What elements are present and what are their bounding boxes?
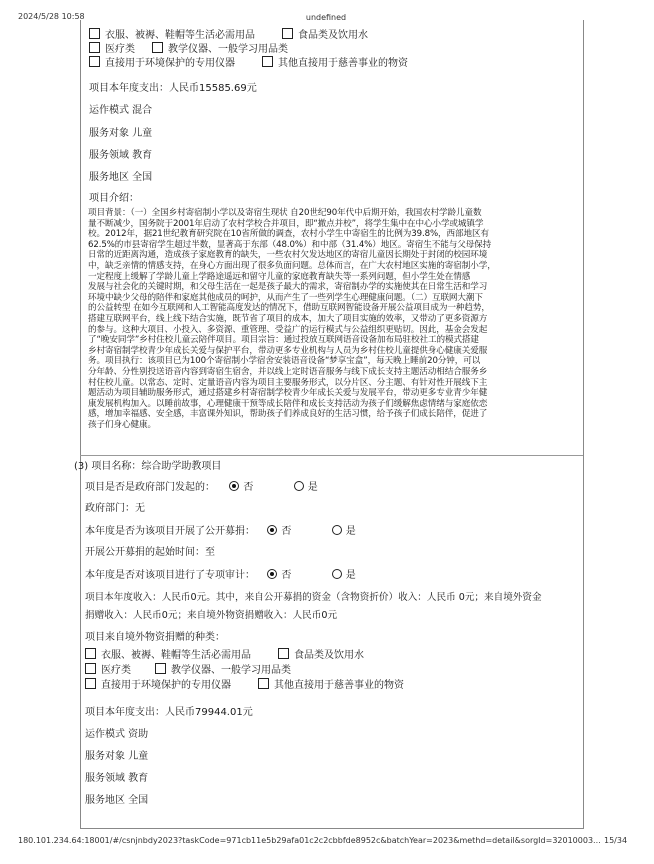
p3-gov-yes-option[interactable]: 是 — [294, 482, 318, 493]
p2-intro-label: 项目介绍： — [89, 193, 139, 204]
p3-gov-initiated: 项目是否是政府部门发起的： 否 是 — [85, 482, 318, 493]
p3-category-clothing[interactable]: 衣服、被褥、鞋帽等生活必需用品 — [85, 648, 251, 662]
p2-service-area: 服务地区 全国 — [89, 172, 153, 183]
p2-category-food[interactable]: 食品类及饮用水 — [282, 28, 368, 42]
p2-category-environment[interactable]: 直接用于环境保护的专用仪器 — [89, 56, 235, 70]
p3-service-field: 服务领域 教育 — [85, 773, 149, 784]
p3-special-audit: 本年度是否对该项目进行了专项审计： 否 是 — [85, 570, 356, 581]
p3-gov-department: 政府部门：无 — [85, 503, 145, 514]
p2-intro-text: 项目背景：（一）全国乡村寄宿制小学以及寄宿生现状 自20世纪90年代中后期开始，我国农村学龄儿童数 量不断减少，国务院于2001年启动了农村学校合并项目，即“撤点并校”，将学生集中在中心小学或城镇学 校。2012年，据21世纪教育研究院在10省所做的调查，农村小学生中寄宿生的比例为39.8%，西部地区有 62.5%的市县寄宿学生超过半数，显著高于东部（48.0%）和中部（31.4%）地区。寄宿生不能与父母保持 日常的近距离沟通，造成孩子家庭教育的缺失，一些农村欠发达地区的寄宿儿童因长期处于封闭的校园环境 中，缺乏亲情的情感支持，在身心方面出现了很多负面问题。总体而言，在广大农村地区实施的寄宿制小学， 一定程度上缓解了学龄儿童上学路途遥远和留守儿童的家庭教育缺失等一系列问题，但小学生处在情感 发展与社会化的关键时期，和父母生活在一起是孩子最大的需求，寄宿制办学的实施使其在日常生活和学习 环境中缺少父母的陪伴和家庭其他成员的呵护，从而产生了一些列学生心理健康问题。（二）互联网大潮下 的公益转型 在如今互联网和人工智能高度发达的情况下，借助互联网智能设备开展公益项目成为一种趋势， 搭建互联网平台，线上线下结合实施，既节省了项目的成本，加大了项目实施的效率，又带动了更多资源方 的参与。这种大项目、小投入、多资源、重管理、受益广的运行模式与公益组织更贴切。因此，基金会发起 了“晚安同学”乡村住校儿童云陪伴项目。项目宗旨：通过投放互联网语音设备加布局驻校社工的模式搭建 乡村寄宿制学校青少年成长关爱与保护平台，带动更多专业机构与人员为乡村住校儿童提供身心健康关爱服 务。项目执行：该项目已为100个寄宿制小学宿舍安装语音设备“梦享宝盒”，每天晚上睡前20分钟，可以 分年龄、分性别投送语音内容到寄宿生宿舍，并以线上定时语音服务与线下成长支持主题活动相结合服务乡 村住校儿童。以常态、定时、定量语音内容为项目主要服务形式，以分片区、分主题、有针对性开展线下主 题活动为项目辅助服务形式，通过搭建乡村寄宿制学校青少年成长关爱与发展平台，带动更多专业青少年健 康发展机构加入。以睡前故事，心理健康干预等成长陪伴和成长支持活动为孩子们缓解焦虑情绪与家庭依恋 感，增加幸福感、安全感，丰富课外知识，帮助孩子们养成良好的生活习惯，给予孩子们成长陪伴，促进了 孩子们身心健康。 — [88, 208, 496, 430]
p2-service-target: 服务对象 儿童 — [89, 128, 153, 139]
checkbox-icon[interactable] — [85, 663, 96, 674]
p2-service-field: 服务领域 教育 — [89, 150, 153, 161]
p2-category-teaching[interactable]: 教学仪器、一般学习用品类 — [152, 42, 288, 56]
p3-category-environment[interactable]: 直接用于环境保护的专用仪器 — [85, 678, 231, 692]
radio-selected-icon[interactable] — [267, 569, 277, 579]
p3-service-area: 服务地区 全国 — [85, 795, 149, 806]
radio-selected-icon[interactable] — [267, 525, 277, 535]
checkbox-icon[interactable] — [85, 678, 96, 689]
p3-donation-types-label: 项目来自境外物资捐赠的种类： — [85, 632, 225, 643]
checkbox-icon[interactable] — [89, 42, 100, 53]
p2-category-medical[interactable]: 医疗类 — [89, 42, 135, 56]
checkbox-icon[interactable] — [89, 28, 100, 39]
checkbox-icon[interactable] — [152, 42, 163, 53]
p3-gov-no-option[interactable]: 否 — [229, 482, 253, 493]
p3-audit-yes-option[interactable]: 是 — [332, 570, 356, 581]
p3-fundraising-yes-option[interactable]: 是 — [332, 526, 356, 537]
p3-income-line2: 捐赠收入：人民币0元；来自境外物资捐赠收入：人民币0元 — [85, 610, 338, 621]
page-number: 15/34 — [604, 836, 628, 845]
radio-icon[interactable] — [332, 569, 342, 579]
checkbox-icon[interactable] — [89, 56, 100, 67]
p3-fundraising-no-option[interactable]: 否 — [267, 526, 291, 537]
p3-income-line1: 项目本年度收入：人民币0元。其中，来自公开募捐的资金（含物资折价）收入：人民币 0元；来自境外资金 — [85, 592, 542, 603]
p3-category-food[interactable]: 食品类及饮用水 — [278, 648, 364, 662]
p3-public-fundraising: 本年度是否为该项目开展了公开募捐： 否 是 — [85, 526, 356, 537]
radio-selected-icon[interactable] — [229, 481, 239, 491]
p3-audit-no-option[interactable]: 否 — [267, 570, 291, 581]
p3-category-medical[interactable]: 医疗类 — [85, 663, 131, 677]
radio-icon[interactable] — [332, 525, 342, 535]
p2-category-clothing[interactable]: 衣服、被褥、鞋帽等生活必需用品 — [89, 28, 255, 42]
p2-annual-expense: 项目本年度支出：人民币15585.69元 — [89, 83, 257, 94]
print-url: 180.101.234.64:18001/#/csnjnbdy2023?taskCode=971cb11e5b29afa01c2c2cbbfde8952c&batchYear=2023&methd=detail&sorgId=32010003... — [18, 836, 601, 845]
section-divider — [80, 455, 583, 456]
checkbox-icon[interactable] — [155, 663, 166, 674]
p3-category-teaching[interactable]: 教学仪器、一般学习用品类 — [155, 663, 291, 677]
p3-fundraising-start: 开展公开募捐的起始时间：至 — [85, 547, 215, 558]
p3-project-name: (3) 项目名称：综合助学助教项目 — [74, 461, 222, 472]
p3-category-other[interactable]: 其他直接用于慈善事业的物资 — [258, 678, 404, 692]
print-title: undefined — [305, 13, 347, 22]
print-timestamp: 2024/5/28 10:58 — [18, 12, 85, 21]
checkbox-icon[interactable] — [282, 28, 293, 39]
radio-icon[interactable] — [294, 481, 304, 491]
p3-operation-mode: 运作模式 资助 — [85, 729, 149, 740]
p2-category-other[interactable]: 其他直接用于慈善事业的物资 — [262, 56, 408, 70]
p2-operation-mode: 运作模式 混合 — [89, 105, 153, 116]
p3-service-target: 服务对象 儿童 — [85, 751, 149, 762]
checkbox-icon[interactable] — [278, 648, 289, 659]
checkbox-icon[interactable] — [262, 56, 273, 67]
checkbox-icon[interactable] — [85, 648, 96, 659]
checkbox-icon[interactable] — [258, 678, 269, 689]
p3-annual-expense: 项目本年度支出：人民币79944.01元 — [85, 707, 253, 718]
